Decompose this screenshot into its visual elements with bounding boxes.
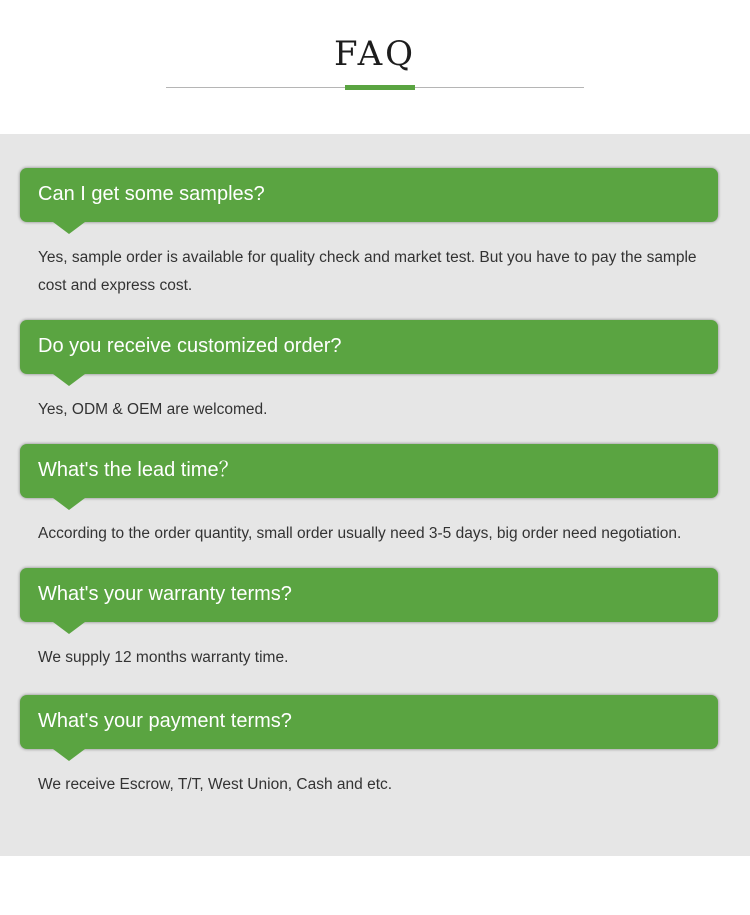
faq-answer: Yes, sample order is available for quality check and market test. But you have to pay the sample cost and express cost. [38,249,697,294]
faq-item-lead-time [20,444,718,542]
faq-question-bubble [20,320,718,374]
faq-question: What's your payment terms? [38,710,292,732]
faq-item-samples [20,168,718,294]
page-footer [0,856,750,915]
faq-answer: According to the order quantity, small order usually need 3-5 days, big order need negotiation. [38,525,682,542]
title-accent-bar [345,85,415,90]
faq-question: Do you receive customized order? [38,335,342,357]
faq-question: Can I get some samples? [38,183,265,205]
faq-question-bubble [20,168,718,222]
faq-question-bubble [20,695,718,749]
faq-question: What's your warranty terms? [38,583,292,605]
faq-answer: Yes, ODM & OEM are welcomed. [38,401,268,418]
faq-question-bubble [20,444,718,498]
faq-answer: We receive Escrow, T/T, West Union, Cash and etc. [38,776,393,793]
faq-answer: We supply 12 months warranty time. [38,649,289,666]
faq-question-bubble [20,568,718,622]
page-header [0,0,750,134]
faq-item-warranty [20,568,718,666]
faq-question: What's the lead time？ [38,459,239,481]
page-title: FAQ [333,34,417,74]
faq-item-payment [20,695,718,793]
faq-panel [0,134,750,856]
faq-item-customized-order [20,320,718,418]
